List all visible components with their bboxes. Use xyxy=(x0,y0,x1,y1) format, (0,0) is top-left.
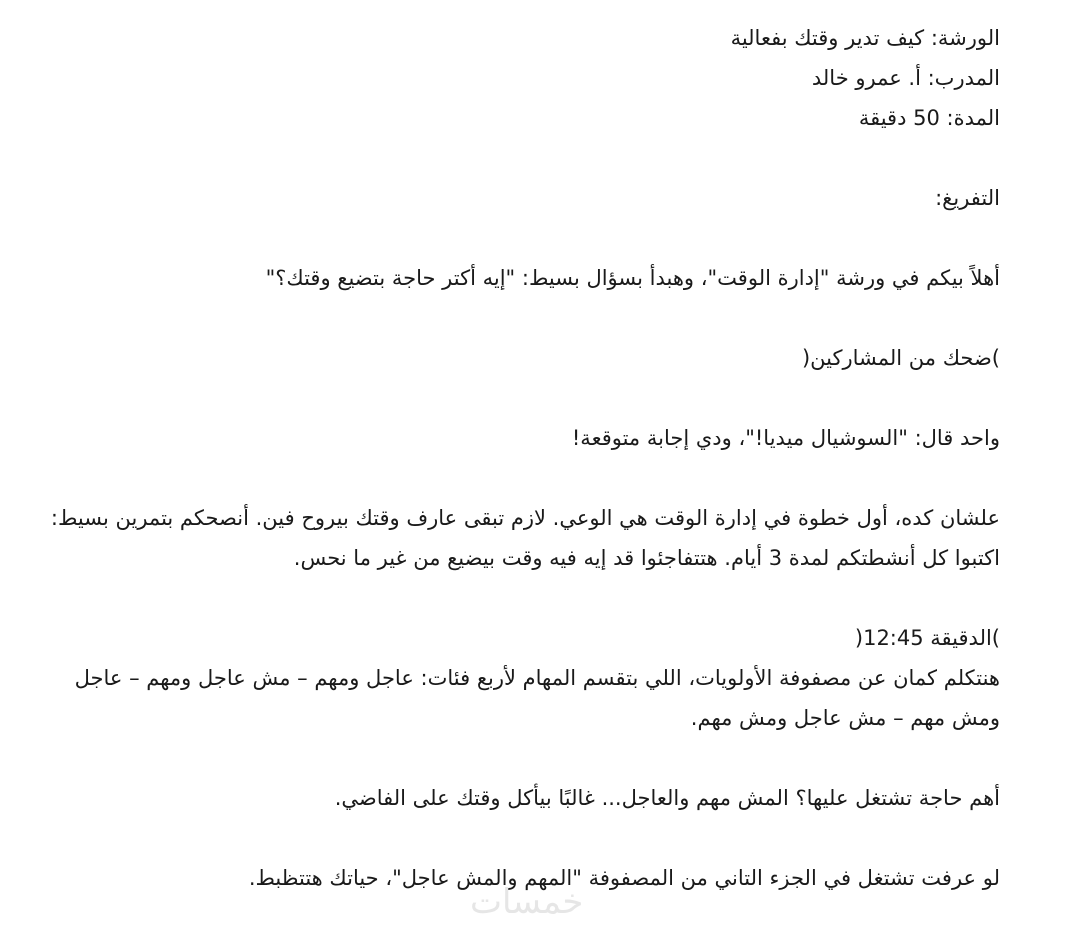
timestamp-marker: )الدقيقة 12:45( xyxy=(854,626,1000,650)
paragraph-audience-laugh: )ضحك من المشاركين( xyxy=(801,346,1000,370)
paragraph-answer: واحد قال: "السوشيال ميديا!"، ودي إجابة متوقعة! xyxy=(571,426,1000,450)
transcript-label: التفريغ: xyxy=(935,186,1000,210)
paragraph-most-important: أهم حاجة تشتغل عليها؟ المش مهم والعاجل... غالبًا بيأكل وقتك على الفاضي. xyxy=(334,786,1000,810)
trainer-name: المدرب: أ. عمرو خالد xyxy=(811,66,1000,90)
spacer xyxy=(25,458,1000,498)
spacer xyxy=(25,138,1000,178)
spacer xyxy=(25,738,1000,778)
paragraph-priority-matrix: هنتكلم كمان عن مصفوفة الأولويات، اللي بتقسم المهام لأربع فئات: عاجل ومهم – مش عاجل ومهم – عاجل ومش مهم – مش عاجل ومش مهم. xyxy=(74,666,1000,730)
spacer xyxy=(25,378,1000,418)
workshop-title: الورشة: كيف تدير وقتك بفعالية xyxy=(730,26,1000,50)
workshop-duration: المدة: 50 دقيقة xyxy=(858,106,1000,130)
paragraph-awareness: علشان كده، أول خطوة في إدارة الوقت هي الوعي. لازم تبقى عارف وقتك بيروح فين. أنصحكم بتمرين بسيط: اكتبوا كل أنشطتكم لمدة 3 أيام. هتتفاجئوا قد إيه فيه وقت بيضيع من غير ما نحس. xyxy=(50,506,1000,570)
spacer xyxy=(25,298,1000,338)
paragraph-intro: أهلاً بيكم في ورشة "إدارة الوقت"، وهبدأ بسؤال بسيط: "إيه أكتر حاجة بتضيع وقتك؟" xyxy=(265,266,1000,290)
spacer xyxy=(25,578,1000,618)
spacer xyxy=(25,218,1000,258)
watermark-logo: خمسات xyxy=(470,882,584,922)
paragraph-conclusion: لو عرفت تشتغل في الجزء التاني من المصفوفة "المهم والمش عاجل"، حياتك هتتظبط. xyxy=(248,866,1000,890)
spacer xyxy=(25,818,1000,858)
transcript-document xyxy=(25,18,1000,898)
